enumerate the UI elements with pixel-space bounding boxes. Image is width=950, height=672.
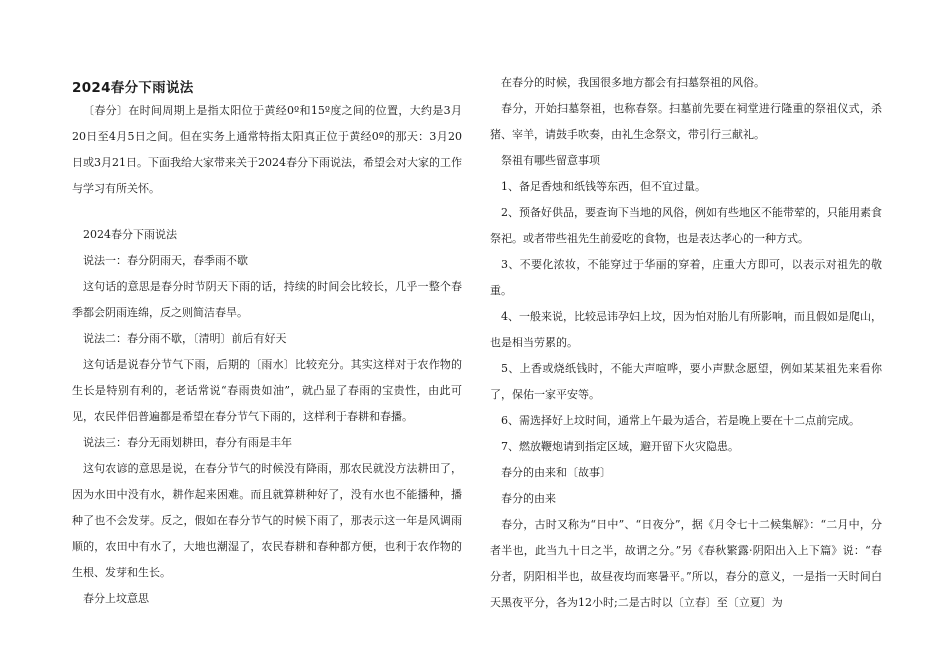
paragraph: 在春分的时候，我国很多地方都会有扫墓祭祖的风俗。 (501, 76, 765, 89)
list-item: 1、备足香烛和纸钱等东西，但不宜过量。 (501, 180, 706, 193)
list-item: 6、需选择好上坟时间，通常上午最为适合，若是晚上要在十二点前完成。 (501, 414, 860, 427)
left-column (72, 222, 462, 612)
saying-heading: 说法三：春分无雨划耕田，春分有雨是丰年 (83, 436, 292, 449)
list-item: 2、预备好供品，要查询下当地的风俗，例如有些地区不能带荤的，只能用素食祭祀。或者带些祖先生前爱吃的食物，也是表达孝心的一种方式。 (490, 206, 882, 245)
paragraph: 春分，古时又称为“日中”、“日夜分”，据《月令七十二候集解》：“二月中，分者半也，此当九十日之半，故谓之分。”另《春秋繁露·阴阳出入上下篇》说：“春分者，阴阳相半也，故昼夜均而寒暑平。”所以，春分的意义，一是指一天时间白天黑夜平分，各为12小时;二是古时以〔立春〕至〔立夏〕为 (490, 518, 882, 609)
list-item: 3、不要化浓妆，不能穿过于华丽的穿着，庄重大方即可，以表示对祖先的敬重。 (490, 258, 882, 297)
section-heading: 春分的由来和〔故事〕 (501, 466, 611, 479)
section-heading: 2024春分下雨说法 (83, 228, 177, 241)
list-item: 4、一般来说，比较忌讳孕妇上坟，因为怕对胎儿有所影响，而且假如是爬山，也是相当劳累的。 (490, 310, 882, 349)
document-title: 2024春分下雨说法 (72, 80, 194, 96)
paragraph: 春分，开始扫墓祭祖，也称春祭。扫墓前先要在祠堂进行隆重的祭祖仪式，杀猪、宰羊，请鼓手吹奏，由礼生念祭文，带引行三献礼。 (490, 102, 882, 141)
list-item: 7、燃放鞭炮请到指定区域，避开留下火灾隐患。 (501, 440, 739, 453)
paragraph: 这句农谚的意思是说，在春分节气的时候没有降雨，那农民就没方法耕田了，因为水田中没有水，耕作起来困难。而且就算耕种好了，没有水也不能播种，播种了也不会发芽。反之，假如在春分节气的时候下雨了，那表示这一年是风调雨顺的，农田中有水了，大地也潮湿了，农民春耕和春种都方便，也利于农作物的生根、发芽和生长。 (72, 462, 462, 579)
saying-heading: 说法一：春分阴雨天，春季雨不歇 (83, 254, 248, 267)
intro-paragraph: 〔春分〕在时间周期上是指太阳位于黄经0º和15º度之间的位置，大约是3月20日至4月5日之间。但在实务上通常特指太阳真正位于黄经0º的那天：3月20日或3月21日。下面我给大家带来关于2024春分下雨说法，希望会对大家的工作与学习有所关怀。 (72, 104, 462, 195)
section-heading: 祭祖有哪些留意事项 (501, 154, 600, 167)
left-intro (72, 98, 462, 202)
list-item: 5、上香或烧纸钱时，不能大声喧哗，要小声默念愿望，例如某某祖先来看你了，保佑一家平安等。 (490, 362, 882, 401)
saying-heading: 说法二：春分雨不歇，〔清明〕前后有好天 (83, 332, 287, 345)
paragraph: 这句话的意思是春分时节阴天下雨的话，持续的时间会比较长，几乎一整个春季都会阴雨连绵，反之则简洁春旱。 (72, 280, 462, 319)
section-heading: 春分的由来 (501, 492, 556, 505)
paragraph: 这句话是说春分节气下雨，后期的〔雨水〕比较充分。其实这样对于农作物的生长是特别有利的，老话常说“春雨贵如油”，就凸显了春雨的宝贵性，由此可见，农民伴侣普遍都是希望在春分节气下雨的，这样利于春耕和春播。 (72, 358, 462, 423)
section-heading: 春分上坟意思 (83, 592, 149, 605)
right-column (490, 70, 882, 616)
